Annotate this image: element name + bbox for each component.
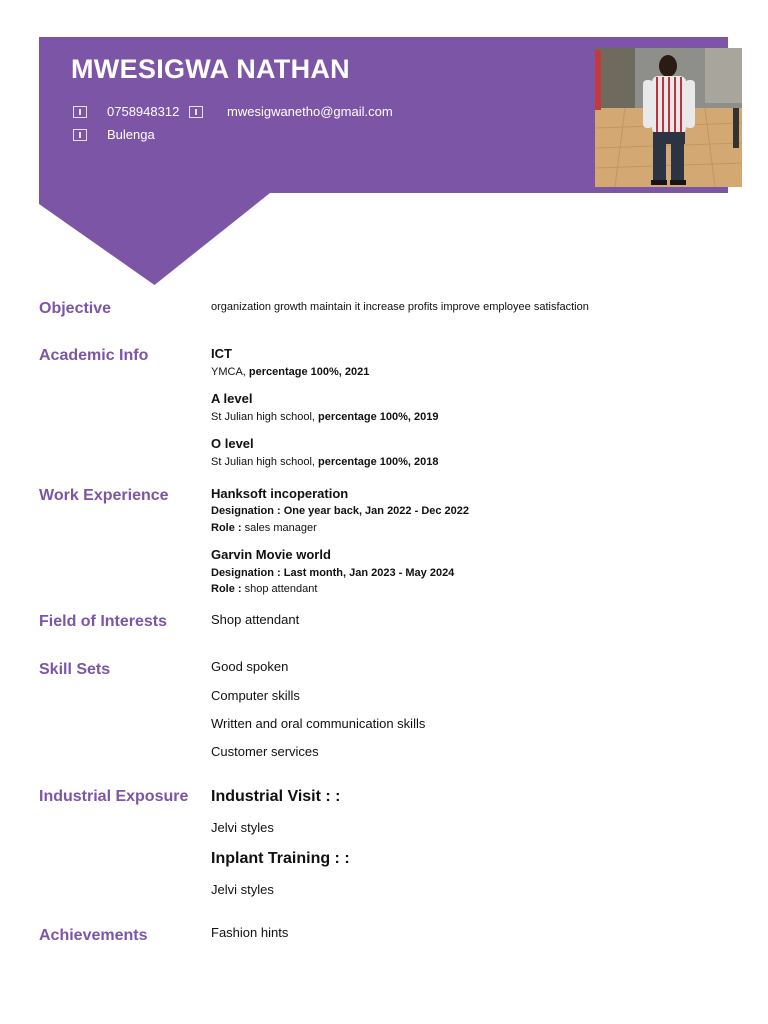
skill-item: Good spoken (211, 659, 289, 674)
work-designation-value-2: Last month, Jan 2023 - May 2024 (283, 567, 455, 579)
work-designation-1 (211, 505, 469, 517)
work-company-2: Garvin Movie world (211, 547, 331, 562)
work-role-1 (211, 522, 317, 534)
academic-result-3: percentage 100%, 2018 (318, 456, 439, 468)
email-icon (189, 106, 203, 118)
inplant-training-title: Inplant Training : : (211, 850, 350, 867)
role-label: Role : (211, 522, 245, 534)
academic-degree-3: O level (211, 436, 254, 451)
achievements-text: Fashion hints (211, 925, 289, 940)
skill-item: Customer services (211, 744, 319, 759)
academic-detail-2 (211, 411, 438, 423)
designation-label: Designation : (211, 567, 284, 579)
phone-number[interactable]: 0758948312 (107, 104, 180, 119)
candidate-name: MWESIGWA NATHAN (71, 54, 350, 84)
profile-photo (595, 48, 742, 187)
section-title-interests: Field of Interests (39, 613, 168, 630)
email-address[interactable]: mwesigwanetho@gmail.com (227, 104, 393, 119)
work-company-1: Hanksoft incoperation (211, 486, 349, 501)
work-role-value-1: sales manager (244, 522, 317, 534)
academic-degree-2: A level (211, 391, 253, 406)
skill-item: Computer skills (211, 688, 300, 703)
role-label: Role : (211, 583, 245, 595)
inplant-training-text: Jelvi styles (211, 882, 274, 897)
academic-degree-1: ICT (211, 346, 232, 361)
phone-icon (73, 106, 87, 118)
section-title-achievements: Achievements (39, 927, 148, 944)
work-designation-2 (211, 567, 454, 579)
academic-result-2: percentage 100%, 2019 (318, 411, 439, 423)
academic-school-3: St Julian high school, (211, 456, 319, 468)
academic-school-2: St Julian high school, (211, 411, 319, 423)
academic-detail-3 (211, 456, 438, 468)
section-title-exposure: Industrial Exposure (39, 788, 189, 805)
contact-phone (73, 104, 179, 120)
header-chevron-decoration (39, 193, 270, 285)
academic-school-1: YMCA, (211, 366, 249, 378)
contact-location (73, 127, 155, 143)
section-title-objective: Objective (39, 300, 112, 317)
academic-result-1: percentage 100%, 2021 (248, 366, 370, 378)
industrial-visit-title: Industrial Visit : : (211, 788, 341, 805)
objective-text: organization growth maintain it increase profits improve employee satisfaction (211, 301, 589, 313)
work-role-2 (211, 583, 317, 595)
section-title-skills: Skill Sets (39, 661, 111, 678)
academic-detail-1 (211, 366, 369, 378)
designation-label: Designation : (211, 505, 284, 517)
work-role-value-2: shop attendant (244, 583, 318, 595)
work-designation-value-1: One year back, Jan 2022 - Dec 2022 (283, 505, 470, 517)
contact-email (189, 104, 393, 120)
profile-photo-illustration (595, 48, 742, 187)
section-title-work: Work Experience (39, 487, 169, 504)
location-icon (73, 129, 87, 141)
industrial-visit-text: Jelvi styles (211, 820, 274, 835)
skill-item: Written and oral communication skills (211, 716, 426, 731)
interests-text: Shop attendant (211, 612, 300, 627)
location-text: Bulenga (107, 127, 155, 142)
section-title-academic: Academic Info (39, 347, 149, 364)
